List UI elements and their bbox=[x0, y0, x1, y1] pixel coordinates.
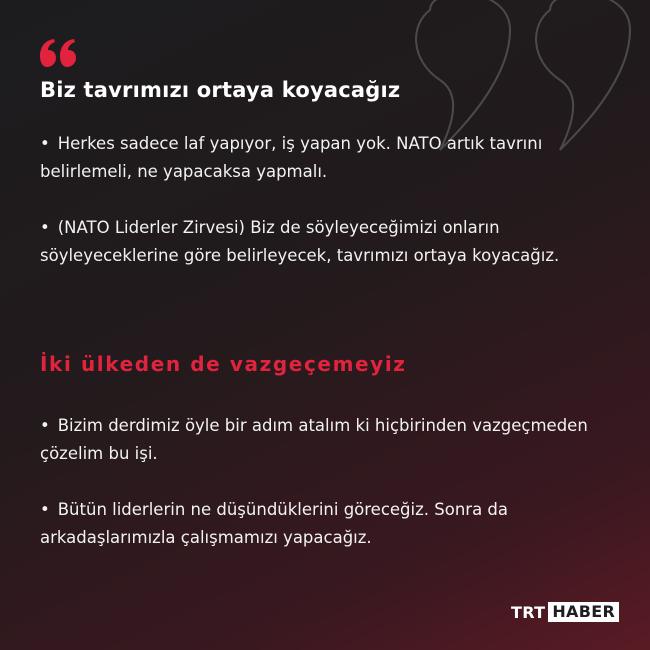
bullet-text: Herkes sadece laf yapıyor, iş yapan yok. NATO artık tavrını belirlemeli, ne yapacaksa yapmalı. bbox=[40, 134, 543, 181]
section1-title: Biz tavrımızı ortaya koyacağız bbox=[40, 78, 401, 102]
quote-icon bbox=[38, 38, 78, 68]
bullet-text: Bütün liderlerin ne düşündüklerini göreceğiz. Sonra da arkadaşlarımızla çalışmamızı yapacağız. bbox=[40, 500, 509, 547]
bullet-dot: • bbox=[40, 416, 50, 435]
logo-haber: HABER bbox=[548, 602, 619, 622]
section2-title: İki ülkeden de vazgeçemeyiz bbox=[40, 352, 407, 376]
trt-haber-logo bbox=[511, 602, 619, 622]
bullet-dot: • bbox=[40, 500, 50, 519]
bullet-item bbox=[40, 130, 620, 186]
bullet-text: Bizim derdimiz öyle bir adım atalım ki hiçbirinden vazgeçmeden çözelim bu işi. bbox=[40, 416, 588, 463]
bullet-item bbox=[40, 496, 620, 552]
bullet-text: (NATO Liderler Zirvesi) Biz de söyleyeceğimizi onların söyleyeceklerine göre belirleyecek, tavrımızı ortaya koyacağız. bbox=[40, 218, 560, 265]
bullet-dot: • bbox=[40, 218, 50, 237]
bullet-item bbox=[40, 412, 620, 468]
logo-trt: TRT bbox=[511, 602, 546, 622]
bullet-dot: • bbox=[40, 134, 50, 153]
bullet-item bbox=[40, 214, 620, 270]
